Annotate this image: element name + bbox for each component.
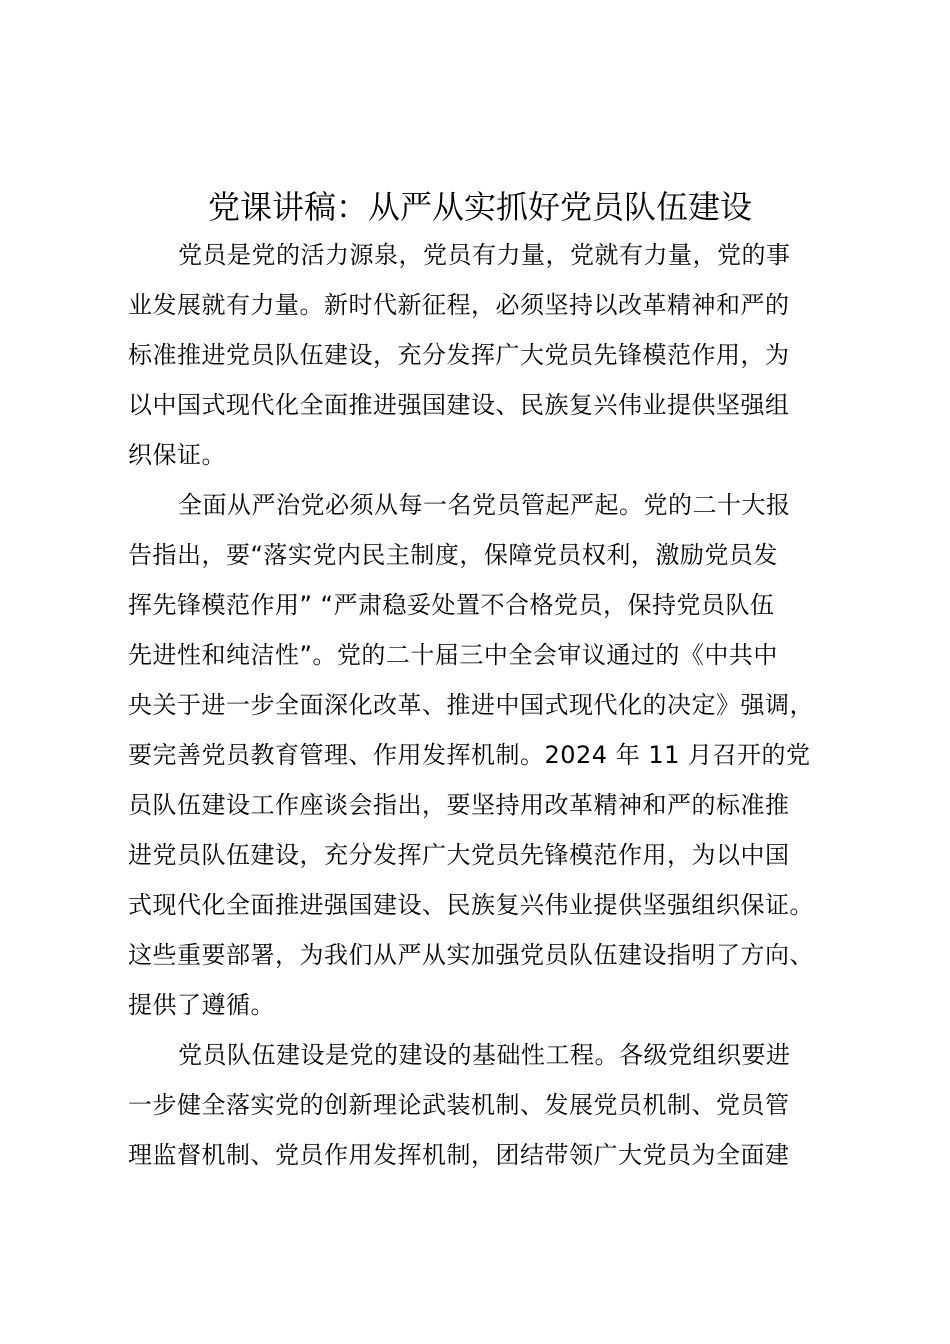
paragraph-line: 员队伍建设工作座谈会指出，要坚持用改革精神和严的标准推 (128, 791, 790, 819)
paragraph-line: 业发展就有力量。新时代新征程，必须坚持以改革精神和严的 (128, 291, 790, 319)
paragraph-line: 党员是党的活力源泉，党员有力量，党就有力量，党的事 (178, 241, 791, 269)
paragraph-2 (128, 480, 832, 1030)
document-title: 党课讲稿：从严从实抓好党员队伍建设 (207, 188, 752, 226)
paragraph-line: 党员队伍建设是党的建设的基础性工程。各级党组织要进 (178, 1041, 791, 1069)
paragraph-line: 一步健全落实党的创新理论武装机制、发展党员机制、党员管 (128, 1091, 790, 1119)
paragraph-line: 理监督机制、党员作用发挥机制，团结带领广大党员为全面建 (128, 1141, 790, 1169)
paragraph-line: 以中国式现代化全面推进强国建设、民族复兴伟业提供坚强组 (128, 391, 790, 419)
paragraph-line: 织保证。 (128, 441, 226, 469)
document-body (128, 230, 832, 1180)
paragraph-line: 进党员队伍建设，充分发挥广大党员先锋模范作用，为以中国 (128, 841, 790, 869)
paragraph-line: 提供了遵循。 (128, 991, 275, 1019)
paragraph-3 (128, 1030, 832, 1180)
paragraph-line: 全面从严治党必须从每一名党员管起严起。党的二十大报 (178, 491, 791, 519)
paragraph-line: 这些重要部署，为我们从严从实加强党员队伍建设指明了方向、 (128, 941, 814, 969)
paragraph-1 (128, 230, 832, 480)
paragraph-line: 要完善党员教育管理、作用发挥机制。2024 年 11 月召开的党 (128, 741, 811, 769)
paragraph-line: 式现代化全面推进强国建设、民族复兴伟业提供坚强组织保证。 (128, 891, 814, 919)
paragraph-line: 标准推进党员队伍建设，充分发挥广大党员先锋模范作用，为 (128, 341, 790, 369)
paragraph-line: 告指出，要“落实党内民主制度，保障党员权利，激励党员发 (128, 541, 778, 569)
paragraph-line: 挥先锋模范作用” “严肃稳妥处置不合格党员，保持党员队伍 (128, 591, 775, 619)
paragraph-line: 央关于进一步全面深化改革、推进中国式现代化的决定》强调， (128, 691, 814, 719)
paragraph-line: 先进性和纯洁性”。党的二十届三中全会审议通过的《中共中 (128, 641, 778, 669)
